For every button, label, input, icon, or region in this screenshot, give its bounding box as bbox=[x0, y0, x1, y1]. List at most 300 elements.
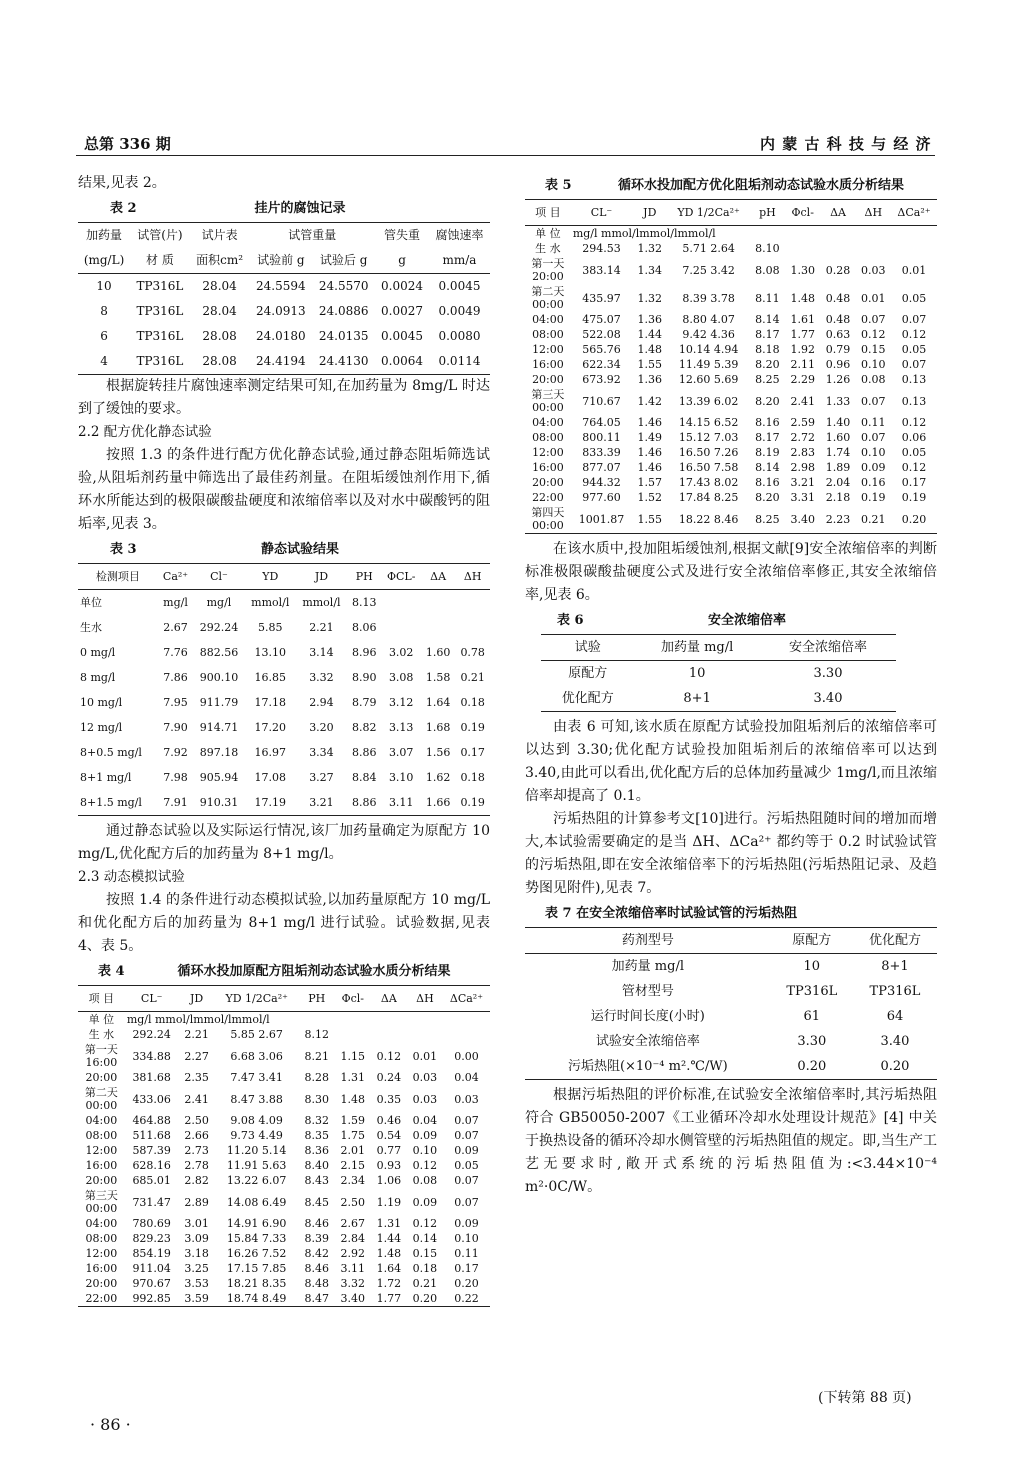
table-cell: 7.90 bbox=[163, 721, 188, 734]
table-cell: 28.04 bbox=[202, 279, 237, 293]
table-cell: 0.0045 bbox=[438, 279, 481, 293]
table-cell: 18.74 8.49 bbox=[215, 1291, 299, 1307]
table-cell: 0.00 bbox=[454, 1049, 479, 1063]
table-cell: TP316L bbox=[130, 349, 190, 375]
table-cell: 0.79 bbox=[825, 343, 851, 356]
table-cell: 61 bbox=[803, 1009, 821, 1024]
table-cell: JD bbox=[296, 564, 347, 590]
table-cell: 0.0064 bbox=[375, 349, 429, 375]
table-cell: mg/l bbox=[206, 596, 232, 609]
table-row bbox=[78, 765, 490, 790]
table-cell: JD bbox=[179, 986, 215, 1012]
table-cell: 8.12 bbox=[304, 1028, 329, 1041]
table-cell: 911.79 bbox=[199, 696, 239, 709]
table-cell: 优化配方 bbox=[541, 686, 634, 712]
table-cell: 1.30 bbox=[790, 263, 815, 277]
table-cell: 8.18 bbox=[755, 343, 780, 356]
table-row bbox=[78, 740, 490, 765]
table-cell: 8.06 bbox=[352, 621, 377, 634]
table-cell: 0.05 bbox=[454, 1159, 479, 1172]
table-cell: ΔA bbox=[421, 564, 456, 590]
table-cell: 8+1 mg/l bbox=[80, 771, 132, 784]
table-row bbox=[78, 324, 490, 349]
table-cell: 2.27 bbox=[184, 1049, 209, 1063]
table-cell: 0.15 bbox=[861, 343, 886, 356]
table-cell: 04:00 bbox=[85, 1217, 118, 1230]
table-row bbox=[78, 690, 490, 715]
table-cell: 20:00 bbox=[85, 1174, 118, 1187]
table-cell: 0.07 bbox=[454, 1174, 479, 1187]
table-cell: ΔA bbox=[371, 986, 407, 1012]
table-cell: 8.20 bbox=[755, 358, 780, 371]
table-row bbox=[525, 415, 937, 430]
table-cell: 2.67 bbox=[340, 1217, 366, 1230]
table-cell: 2.84 bbox=[340, 1232, 366, 1245]
table-cell: mmol/l bbox=[251, 596, 290, 609]
table-cell: 28.08 bbox=[202, 329, 237, 343]
table-cell: 16.97 bbox=[254, 746, 287, 759]
table-cell: 0.24 bbox=[376, 1071, 402, 1084]
table-cell bbox=[443, 1027, 490, 1042]
table-cell: 5.85 2.67 bbox=[230, 1028, 283, 1041]
table-cell: 0.17 bbox=[454, 1262, 479, 1275]
table-cell: 08:00 bbox=[532, 431, 564, 444]
table-cell: 17.43 8.02 bbox=[678, 476, 739, 489]
table-cell: 0.10 bbox=[861, 358, 886, 371]
table-cell: 16.50 7.58 bbox=[678, 461, 739, 474]
table-cell: 0.19 bbox=[861, 491, 886, 504]
table-cell: 1.36 bbox=[637, 313, 663, 326]
table-cell: 14.08 6.49 bbox=[226, 1195, 287, 1209]
paragraph-3: 通过静态试验以及实际运行情况,该厂加药量确定为原配方 10 mg/L,优化配方后的加药量为 8+1 mg/l。 bbox=[78, 823, 490, 862]
table-cell: 2.82 bbox=[184, 1174, 209, 1187]
table-cell: 6 bbox=[100, 329, 108, 343]
table-cell: 970.67 bbox=[132, 1277, 171, 1290]
table-cell: TP316L bbox=[136, 304, 184, 318]
table-cell: 0.20 bbox=[454, 1277, 479, 1290]
table-cell: ΦCL- bbox=[382, 564, 421, 590]
table-cell: 单位 bbox=[80, 596, 102, 609]
table-row bbox=[525, 327, 937, 342]
table-cell: 8.35 bbox=[304, 1129, 329, 1142]
table-cell: 0.17 bbox=[460, 746, 485, 759]
table-cell: 运行时间长度(小时) bbox=[590, 1009, 705, 1024]
table-cell: 905.94 bbox=[199, 771, 239, 784]
table4 bbox=[78, 985, 490, 1307]
table-cell: 17.08 bbox=[254, 771, 287, 784]
table-cell: 0.20 bbox=[891, 505, 937, 534]
table2-caption: 表 2 挂片的腐蚀记录 bbox=[110, 201, 346, 216]
journal-issue: 总第 336 期 bbox=[84, 135, 171, 153]
table-cell: 433.06 bbox=[132, 1092, 171, 1106]
table-cell: 0.03 bbox=[454, 1092, 479, 1106]
table-row bbox=[525, 954, 937, 980]
table-cell bbox=[785, 241, 820, 256]
table-row bbox=[525, 430, 937, 445]
table-cell: 0.54 bbox=[376, 1129, 402, 1142]
table-cell: 0.11 bbox=[861, 416, 886, 429]
table-cell: 0.21 bbox=[460, 671, 485, 684]
table-cell: 587.39 bbox=[132, 1144, 171, 1157]
table-cell: ΔCa²⁺ bbox=[443, 986, 490, 1012]
table-row bbox=[525, 241, 937, 256]
table-cell: 0.48 bbox=[825, 291, 851, 305]
table-cell: 项 目 bbox=[525, 200, 571, 226]
table-cell: 第二天 00:00 bbox=[531, 285, 565, 311]
table-cell: 8.36 bbox=[304, 1144, 329, 1157]
table-cell: 3.07 bbox=[388, 746, 414, 759]
table-cell: 1.72 bbox=[376, 1277, 402, 1290]
table-cell: 0.08 bbox=[412, 1174, 438, 1187]
table-cell: 1.58 bbox=[425, 671, 451, 684]
table-cell: 1.34 bbox=[637, 263, 663, 277]
table-cell: 2.21 bbox=[309, 621, 334, 634]
table-cell: 0.0114 bbox=[429, 349, 490, 375]
table-cell: 0.17 bbox=[901, 476, 927, 489]
table-cell: 生 水 bbox=[88, 1028, 115, 1041]
table-row bbox=[78, 1042, 490, 1070]
table-cell: 12:00 bbox=[85, 1247, 118, 1260]
table-cell: 0.19 bbox=[460, 721, 485, 734]
table-cell: 8.42 bbox=[304, 1247, 329, 1260]
table-cell: 8.32 bbox=[304, 1114, 329, 1127]
paragraph-8: 根据污垢热阻的评价标准,在试验安全浓缩倍率时,其污垢热阻符合 GB50050-2007《工业循环冷却水处理设计规范》[4] 中关于换热设备的循环冷却水侧管壁的污垢热阻值的规定。即,当生产工艺无要求时,敞开式系统的污垢热阻值为:<3.44×10⁻⁴ m²·0C/W。 bbox=[525, 1087, 937, 1195]
table-cell: 1.31 bbox=[376, 1217, 402, 1230]
table-cell: 0.09 bbox=[454, 1217, 479, 1230]
table-row bbox=[525, 1029, 937, 1054]
table-cell: 0.07 bbox=[901, 358, 927, 371]
table-cell: 8.30 bbox=[304, 1092, 329, 1106]
table-cell: 0.07 bbox=[861, 394, 886, 408]
table-cell: 731.47 bbox=[132, 1195, 171, 1209]
table-cell: 2.50 bbox=[340, 1195, 366, 1209]
table-cell: 17.20 bbox=[254, 721, 287, 734]
table-cell: 15.84 7.33 bbox=[226, 1232, 287, 1245]
table-cell: 24.0913 bbox=[256, 304, 306, 318]
table-cell: 1.32 bbox=[637, 242, 663, 255]
table-cell: 10.14 4.94 bbox=[678, 343, 739, 356]
table-cell: 生水 bbox=[80, 621, 102, 634]
table-cell: 8.20 bbox=[755, 491, 780, 504]
table-cell: 3.27 bbox=[309, 771, 334, 784]
table-cell: 0.12 bbox=[901, 328, 927, 341]
table-cell: 0.15 bbox=[412, 1247, 438, 1260]
table-cell: 9.08 4.09 bbox=[230, 1114, 283, 1127]
table-cell: 17.19 bbox=[245, 790, 296, 816]
table-row bbox=[78, 1128, 490, 1143]
table-cell: 4 bbox=[78, 349, 130, 375]
page-number: · 86 · bbox=[90, 1415, 131, 1434]
table-cell: 14.91 6.90 bbox=[226, 1217, 287, 1230]
table-cell: 20:00 bbox=[532, 373, 564, 386]
table-cell: 3.32 bbox=[309, 671, 334, 684]
table-cell: 10 bbox=[803, 959, 821, 974]
table-cell: 11.91 5.63 bbox=[226, 1159, 287, 1172]
table-cell bbox=[371, 1027, 407, 1042]
table-cell: 2.83 bbox=[790, 446, 815, 459]
table-cell: 8.17 bbox=[755, 431, 780, 444]
table-cell: 877.07 bbox=[582, 461, 621, 474]
table-cell: 8.14 bbox=[755, 461, 780, 474]
table-cell: 16.50 7.26 bbox=[678, 446, 739, 459]
table-cell: TP316L bbox=[136, 279, 184, 293]
table-cell: 3.21 bbox=[790, 476, 815, 489]
table-cell: 11.49 5.39 bbox=[678, 358, 739, 371]
table-cell: 0.12 bbox=[901, 416, 927, 429]
table-cell: 08:00 bbox=[85, 1232, 118, 1245]
table-cell: 897.18 bbox=[199, 746, 239, 759]
table-cell: 900.10 bbox=[199, 671, 239, 684]
table-cell: 0.10 bbox=[412, 1144, 438, 1157]
table-cell: 2.21 bbox=[184, 1028, 209, 1041]
table-cell: 1.57 bbox=[637, 476, 663, 489]
table-cell: 10 mg/l bbox=[80, 696, 123, 709]
table-cell: 64 bbox=[886, 1009, 904, 1024]
table-cell: 294.53 bbox=[582, 242, 621, 255]
table-row bbox=[525, 445, 937, 460]
table-cell: 9.42 4.36 bbox=[682, 328, 735, 341]
table-cell: 8.84 bbox=[352, 771, 377, 784]
table-cell: 2.72 bbox=[790, 431, 815, 444]
table-cell: 17.18 bbox=[254, 696, 287, 709]
table-cell: 3.21 bbox=[296, 790, 347, 816]
table-cell: 5.85 bbox=[258, 621, 283, 634]
table-cell: 3.30 bbox=[797, 1034, 827, 1049]
table-cell: 992.85 bbox=[125, 1291, 179, 1307]
table-cell: 12:00 bbox=[85, 1144, 118, 1157]
table-cell: 2.66 bbox=[184, 1129, 209, 1142]
table-cell: 1.55 bbox=[632, 505, 667, 534]
table-cell: 1.89 bbox=[825, 461, 851, 474]
table-cell: 0.09 bbox=[861, 461, 886, 474]
table-cell: 0.77 bbox=[376, 1144, 402, 1157]
table-cell: 0.10 bbox=[454, 1232, 479, 1245]
table-cell: 0.0049 bbox=[438, 304, 481, 318]
table-row bbox=[541, 661, 895, 687]
table-cell: 0.48 bbox=[825, 313, 851, 326]
table-cell: 12:00 bbox=[532, 343, 564, 356]
table-cell: 22:00 bbox=[532, 491, 564, 504]
table-cell: 16.26 7.52 bbox=[226, 1247, 287, 1260]
table-cell: 2.50 bbox=[184, 1114, 209, 1127]
table-row bbox=[78, 1173, 490, 1188]
table-cell: 第三天 00:00 bbox=[84, 1189, 118, 1215]
table4-caption: 表 4 循环水投加原配方阻垢剂动态试验水质分析结果 bbox=[98, 964, 451, 979]
table-cell: 8.96 bbox=[352, 646, 377, 659]
table-cell: 1.46 bbox=[637, 446, 663, 459]
table-cell: 17.15 7.85 bbox=[226, 1262, 287, 1275]
table-cell: 1.31 bbox=[340, 1071, 366, 1084]
table-cell: 914.71 bbox=[199, 721, 239, 734]
table-cell: 1.48 bbox=[790, 291, 815, 305]
table-cell bbox=[335, 1027, 371, 1042]
table-cell: 1.55 bbox=[637, 358, 663, 371]
table-cell: 1.48 bbox=[376, 1247, 402, 1260]
table-row bbox=[78, 349, 490, 375]
table-cell: 2.35 bbox=[184, 1071, 209, 1084]
table-cell: 3.40 bbox=[880, 1034, 910, 1049]
table-cell: CL⁻ bbox=[125, 986, 179, 1012]
table-cell: 0.04 bbox=[454, 1071, 479, 1084]
table-cell: 0.03 bbox=[861, 263, 886, 277]
table-cell: TP316L bbox=[869, 984, 921, 999]
table-cell: 8.80 4.07 bbox=[682, 313, 735, 326]
table-cell: 475.07 bbox=[582, 313, 621, 326]
table-cell: 3.02 bbox=[388, 646, 414, 659]
table-cell: 1.64 bbox=[376, 1262, 402, 1275]
table-cell: 0.01 bbox=[861, 291, 886, 305]
table-cell: 加药量 mg/l bbox=[611, 959, 684, 974]
table-cell: 0.93 bbox=[376, 1159, 402, 1172]
table-cell: 8.86 bbox=[347, 790, 382, 816]
table-cell: 18.22 8.46 bbox=[667, 505, 749, 534]
table-cell: 1.56 bbox=[425, 746, 451, 759]
table-cell: 0.0027 bbox=[381, 304, 424, 318]
table-cell: 0.12 bbox=[376, 1049, 402, 1063]
table-cell: 8.48 bbox=[304, 1277, 329, 1290]
unit-row bbox=[78, 1012, 490, 1028]
table-cell: 0.96 bbox=[825, 358, 851, 371]
table-cell: 3.59 bbox=[179, 1291, 215, 1307]
table-row bbox=[525, 505, 937, 534]
table-cell: PH bbox=[347, 564, 382, 590]
table-cell: 24.4130 bbox=[312, 349, 375, 375]
table-cell: 1.46 bbox=[637, 461, 663, 474]
table-cell: 2.73 bbox=[184, 1144, 209, 1157]
table-cell: 764.05 bbox=[582, 416, 621, 429]
table-cell: 0 mg/l bbox=[80, 646, 116, 659]
table-cell: 1.59 bbox=[340, 1114, 366, 1127]
table-cell: YD 1/2Ca²⁺ bbox=[667, 200, 749, 226]
table-cell: 16:00 bbox=[532, 461, 564, 474]
table-cell: 1.44 bbox=[637, 328, 663, 341]
table-cell: Φcl- bbox=[335, 986, 371, 1012]
table-cell: 1.26 bbox=[825, 373, 851, 386]
table-cell: 8.10 bbox=[755, 242, 780, 255]
table-cell: 0.19 bbox=[901, 491, 927, 504]
table-row bbox=[78, 665, 490, 690]
table-cell: ΔH bbox=[407, 986, 443, 1012]
table-cell: 管材型号 bbox=[621, 984, 674, 999]
table-cell: 1.61 bbox=[790, 313, 815, 326]
table-cell: 第三天 00:00 bbox=[531, 388, 565, 414]
table-cell: mg/l mmol/lmmol/lmmol/l bbox=[572, 227, 716, 240]
table-cell: YD bbox=[245, 564, 296, 590]
table-cell: 24.5570 bbox=[318, 279, 369, 293]
table-cell: 1.74 bbox=[825, 446, 851, 459]
paragraph-2: 按照 1.3 的条件进行配方优化静态试验,通过静态阻垢筛选试验,从阻垢剂药量中筛选出了最佳药剂量。在阻垢缓蚀剂作用下,循环水所能达到的极限碳酸盐硬度和浓缩倍率以及对水中碳酸钙的阻垢率,见表 3。 bbox=[78, 447, 490, 532]
table-cell: 3.11 bbox=[340, 1262, 366, 1275]
table-cell: 16:00 bbox=[85, 1262, 118, 1275]
table-cell: 检测项目 bbox=[78, 564, 158, 590]
table-cell: 1.60 bbox=[425, 646, 451, 659]
table-cell: 8.86 bbox=[352, 746, 377, 759]
table-cell: 0.05 bbox=[901, 446, 927, 459]
table-cell: 0.63 bbox=[825, 328, 851, 341]
table-cell: 5.71 2.64 bbox=[682, 242, 735, 255]
table-cell: 1.75 bbox=[340, 1129, 366, 1142]
table-cell: 8+0.5 mg/l bbox=[80, 746, 142, 759]
table-cell: 8.25 bbox=[755, 373, 780, 386]
table-cell: 1.33 bbox=[825, 394, 851, 408]
table-cell: 0.13 bbox=[901, 373, 927, 386]
table-cell: 第一天 16:00 bbox=[84, 1043, 118, 1069]
table-cell: 3.13 bbox=[388, 721, 414, 734]
table-cell: 8.16 bbox=[755, 416, 780, 429]
table-cell: 292.24 bbox=[132, 1028, 171, 1041]
table-cell: 8.90 bbox=[352, 671, 377, 684]
paragraph-1: 根据旋转挂片腐蚀速率测定结果可知,在加药量为 8mg/L 时达到了缓蚀的要求。 bbox=[78, 378, 490, 417]
table-cell bbox=[856, 241, 891, 256]
table-cell: 628.16 bbox=[132, 1159, 171, 1172]
table-cell: 04:00 bbox=[532, 416, 564, 429]
table-row bbox=[78, 1027, 490, 1042]
table-row bbox=[78, 790, 490, 816]
table-row bbox=[78, 715, 490, 740]
table-cell: 8.19 bbox=[755, 446, 780, 459]
table-cell: mg/l bbox=[163, 596, 188, 609]
table-cell: 2.94 bbox=[309, 696, 334, 709]
table-row bbox=[525, 490, 937, 505]
intro-text: 结果,见表 2。 bbox=[78, 175, 166, 191]
table-cell: 2.34 bbox=[340, 1174, 366, 1187]
table5-caption: 表 5 循环水投加配方优化阻垢剂动态试验水质分析结果 bbox=[545, 178, 904, 193]
table-cell: 882.56 bbox=[199, 646, 239, 659]
table-cell: 8.20 bbox=[755, 394, 780, 408]
table-row bbox=[525, 342, 937, 357]
table-cell: 2.98 bbox=[790, 461, 815, 474]
continued-note: (下转第 88 页) bbox=[818, 1390, 912, 1406]
table-row bbox=[541, 686, 895, 712]
table-cell: 单 位 bbox=[535, 227, 561, 240]
table-cell: 7.86 bbox=[163, 671, 188, 684]
table-cell: 435.97 bbox=[582, 291, 621, 305]
table-cell: 16:00 bbox=[532, 358, 564, 371]
table-cell: 2.67 bbox=[163, 621, 188, 634]
table-cell bbox=[407, 1027, 443, 1042]
table-cell: 生 水 bbox=[535, 242, 561, 255]
table-cell: 2.18 bbox=[825, 491, 851, 504]
table-cell: TP316L bbox=[786, 984, 838, 999]
table-cell: 0.01 bbox=[412, 1049, 438, 1063]
table-cell: 464.88 bbox=[132, 1114, 171, 1127]
table-cell: 0.09 bbox=[412, 1129, 438, 1142]
table-cell: 18.21 8.35 bbox=[226, 1277, 287, 1290]
table-cell: 8.82 bbox=[352, 721, 377, 734]
table-cell: 0.78 bbox=[460, 646, 485, 659]
table-cell: 1.46 bbox=[637, 416, 663, 429]
table-cell: 13.39 6.02 bbox=[678, 394, 739, 408]
table-cell: 1.77 bbox=[371, 1291, 407, 1307]
table-row bbox=[78, 615, 490, 640]
table-cell: 0.13 bbox=[901, 394, 927, 408]
table-cell: 0.18 bbox=[460, 771, 485, 784]
table-cell: 20:00 bbox=[532, 476, 564, 489]
table-cell: 1.19 bbox=[376, 1195, 402, 1209]
table-cell: 8.47 3.88 bbox=[230, 1092, 283, 1106]
table-row bbox=[525, 284, 937, 312]
table-row bbox=[525, 460, 937, 475]
table-cell: 0.09 bbox=[454, 1144, 479, 1157]
paragraph-5: 在该水质中,投加阻垢缓蚀剂,根据文献[9]安全浓缩倍率的判断标准极限碳酸盐硬度公式及进行安全浓缩倍率修正,其安全浓缩倍率,见表 6。 bbox=[525, 541, 937, 603]
table-cell: 14.15 6.52 bbox=[678, 416, 739, 429]
table-cell: 13.10 bbox=[254, 646, 287, 659]
table-cell: 3.12 bbox=[388, 696, 414, 709]
table-cell: 7.76 bbox=[163, 646, 188, 659]
table-cell: 0.07 bbox=[901, 313, 927, 326]
table-cell: 0.18 bbox=[412, 1262, 438, 1275]
table-cell: 3.08 bbox=[388, 671, 414, 684]
